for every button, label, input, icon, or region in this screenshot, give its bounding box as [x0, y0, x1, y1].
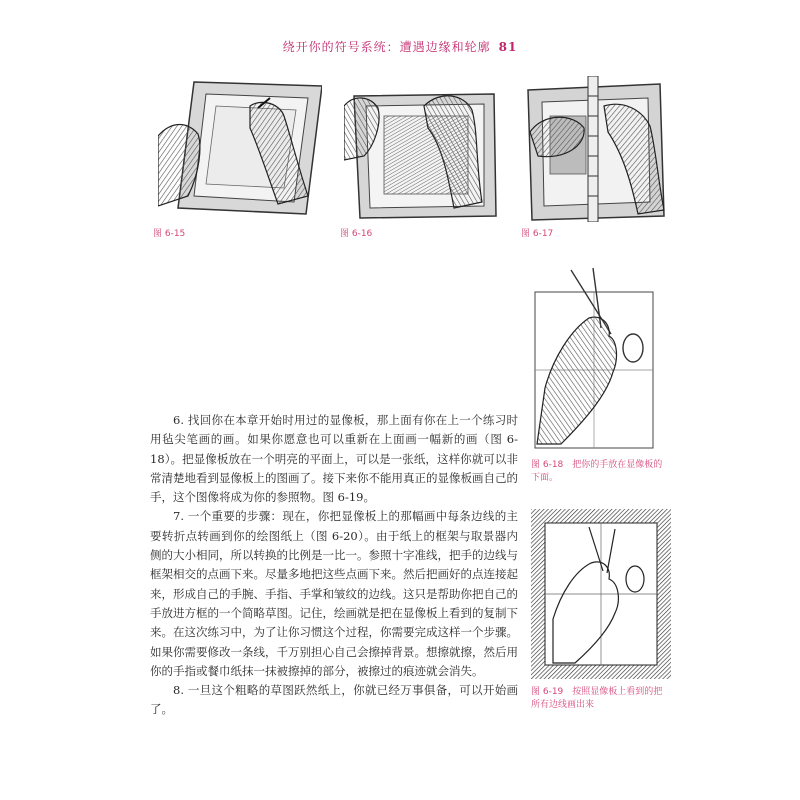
figure-6-19: [531, 509, 671, 679]
figure-6-15: [158, 76, 322, 222]
figure-6-15-drawing: [158, 76, 322, 222]
caption-6-15: 图 6-15: [153, 229, 186, 239]
body-text: [150, 411, 518, 720]
paragraph-7: 7. 一个重要的步骤：现在，你把显像板上的那幅画中每条边线的主要转折点转画到你的绘图纸上（图 6-20）。由于纸上的框架与取景器内侧的大小相同，所以转换的比例是一比一。参照十字准线，把手的边线与框架相交的点画下来。尽量多地把这些点画下来。然后把画好的点连接起来，形成自己的手腕、手指、手掌和皱纹的边线。这只是帮助你把自己的手放进方框的一个简略草图。记住，绘画就是把在显像板上看到的复制下来。在这次练习中，为了让你习惯这个过程，你需要完成这样一个步骤。如果你需要修改一条线，千万别担心自己会擦掉背景。想擦就擦，然后用你的手指或餐巾纸抹一抹被擦掉的部分，被擦过的痕迹就会消失。: [150, 509, 518, 678]
figure-6-17-drawing: [524, 76, 668, 222]
figure-6-17: [524, 76, 668, 222]
caption-6-18: 图 6-18 把你的手放在显像板的下面。: [531, 460, 663, 483]
paragraph-8: 8. 一旦这个粗略的草图跃然纸上，你就已经万事俱备，可以开始画了。: [150, 683, 518, 717]
figure-6-18-drawing: [531, 268, 657, 452]
page-number: 81: [498, 40, 518, 54]
caption-6-19: 图 6-19 按照显像板上看到的把所有边线画出来: [531, 687, 663, 710]
figure-6-16-drawing: [344, 76, 498, 222]
figure-6-18: [531, 268, 657, 452]
running-header: [0, 38, 800, 55]
figure-6-19-drawing: [531, 509, 671, 679]
caption-6-16: 图 6-16: [340, 229, 373, 239]
chapter-title: 绕开你的符号系统：遭遇边缘和轮廓: [282, 40, 491, 54]
figure-6-16: [344, 76, 498, 222]
paragraph-6: 6. 找回你在本章开始时用过的显像板，那上面有你在上一个练习时用毡尖笔画的画。如果你愿意也可以重新在上面画一幅新的画（图 6-18）。把显像板放在一个明亮的平面上，可以是一张纸，这样你就可以非常清楚地看到显像板上的图画了。接下来你不能用真正的显像板画自己的手，这个图像将成为你的参照物。图 6-19。: [150, 413, 518, 505]
caption-6-17: 图 6-17: [521, 229, 554, 239]
